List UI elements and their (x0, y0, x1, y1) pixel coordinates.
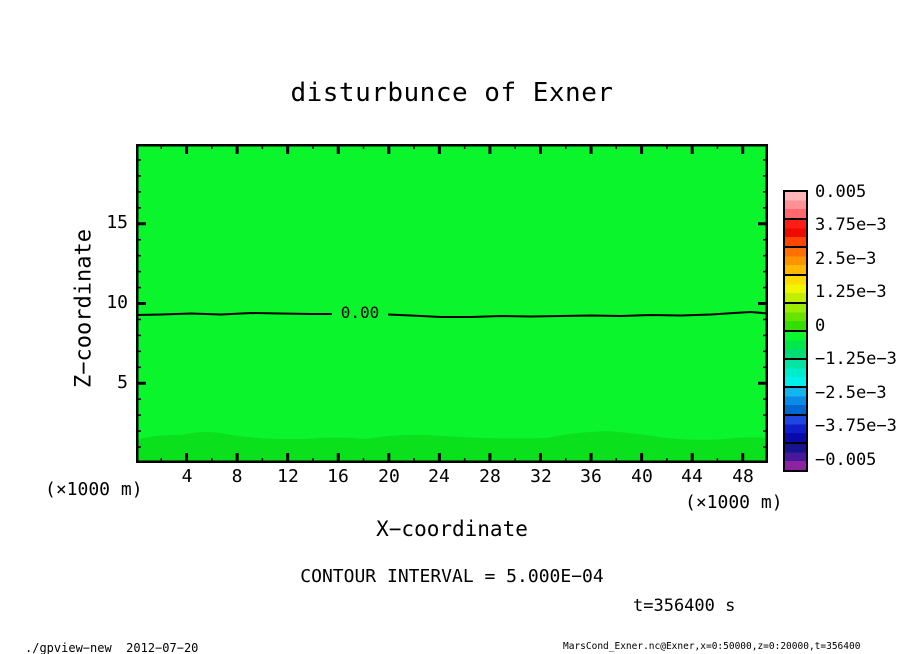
contour-interval-text: CONTOUR INTERVAL = 5.000E−04 (300, 566, 604, 587)
shading-zero-level (136, 144, 768, 463)
y-axis-unit: (×1000 m) (45, 479, 143, 500)
colorbar-label-0: 0.005 (815, 182, 867, 202)
colorbar-label-3: 1.25e−3 (815, 282, 887, 302)
colorbar-label-7: −3.75e−3 (815, 416, 897, 436)
ytick-label-10: 10 (106, 292, 128, 313)
time-annotation: t=356400 s (633, 596, 736, 616)
xtick-label-44: 44 (681, 466, 703, 487)
xtick-label-4: 4 (181, 466, 193, 487)
xtick-label-12: 12 (277, 466, 299, 487)
colorbar (783, 190, 808, 472)
xtick-label-16: 16 (327, 466, 349, 487)
ytick-label-15: 15 (106, 212, 128, 233)
colorbar-label-5: −1.25e−3 (815, 349, 897, 369)
contour-plot-canvas (136, 144, 768, 463)
zero-contour-label: 0.00 (340, 303, 380, 322)
colorbar-label-6: −2.5e−3 (815, 383, 887, 403)
y-axis-title: Z−coordinate (71, 229, 97, 388)
colorbar-box-4 (785, 302, 806, 330)
colorbar-label-2: 2.5e−3 (815, 249, 877, 269)
xtick-label-24: 24 (428, 466, 450, 487)
xtick-label-36: 36 (580, 466, 602, 487)
colorbar-box-5 (785, 330, 806, 358)
colorbar-box-2 (785, 246, 806, 274)
colorbar-box-0 (785, 192, 806, 218)
colorbar-box-8 (785, 414, 806, 442)
colorbar-label-4: 0 (815, 316, 826, 336)
footer-source-text: MarsCond_Exner.nc@Exner,x=0:50000,z=0:20000,t=356400 (563, 641, 861, 652)
colorbar-box-3 (785, 274, 806, 302)
xtick-label-48: 48 (732, 466, 754, 487)
xtick-label-28: 28 (479, 466, 501, 487)
colorbar-box-1 (785, 218, 806, 246)
x-axis-title: X−coordinate (376, 517, 528, 541)
colorbar-box-9 (785, 442, 806, 470)
x-axis-unit: (×1000 m) (685, 492, 783, 513)
footer-command-text: ./gpview−new 2012−07−20 (25, 641, 199, 654)
colorbar-box-7 (785, 386, 806, 414)
ytick-label-5: 5 (117, 372, 128, 393)
xtick-label-32: 32 (530, 466, 552, 487)
xtick-label-20: 20 (378, 466, 400, 487)
xtick-label-8: 8 (231, 466, 243, 487)
page-title: disturbunce of Exner (290, 78, 614, 108)
colorbar-label-1: 3.75e−3 (815, 215, 887, 235)
colorbar-box-6 (785, 358, 806, 386)
colorbar-label-8: −0.005 (815, 450, 877, 470)
xtick-label-40: 40 (631, 466, 653, 487)
